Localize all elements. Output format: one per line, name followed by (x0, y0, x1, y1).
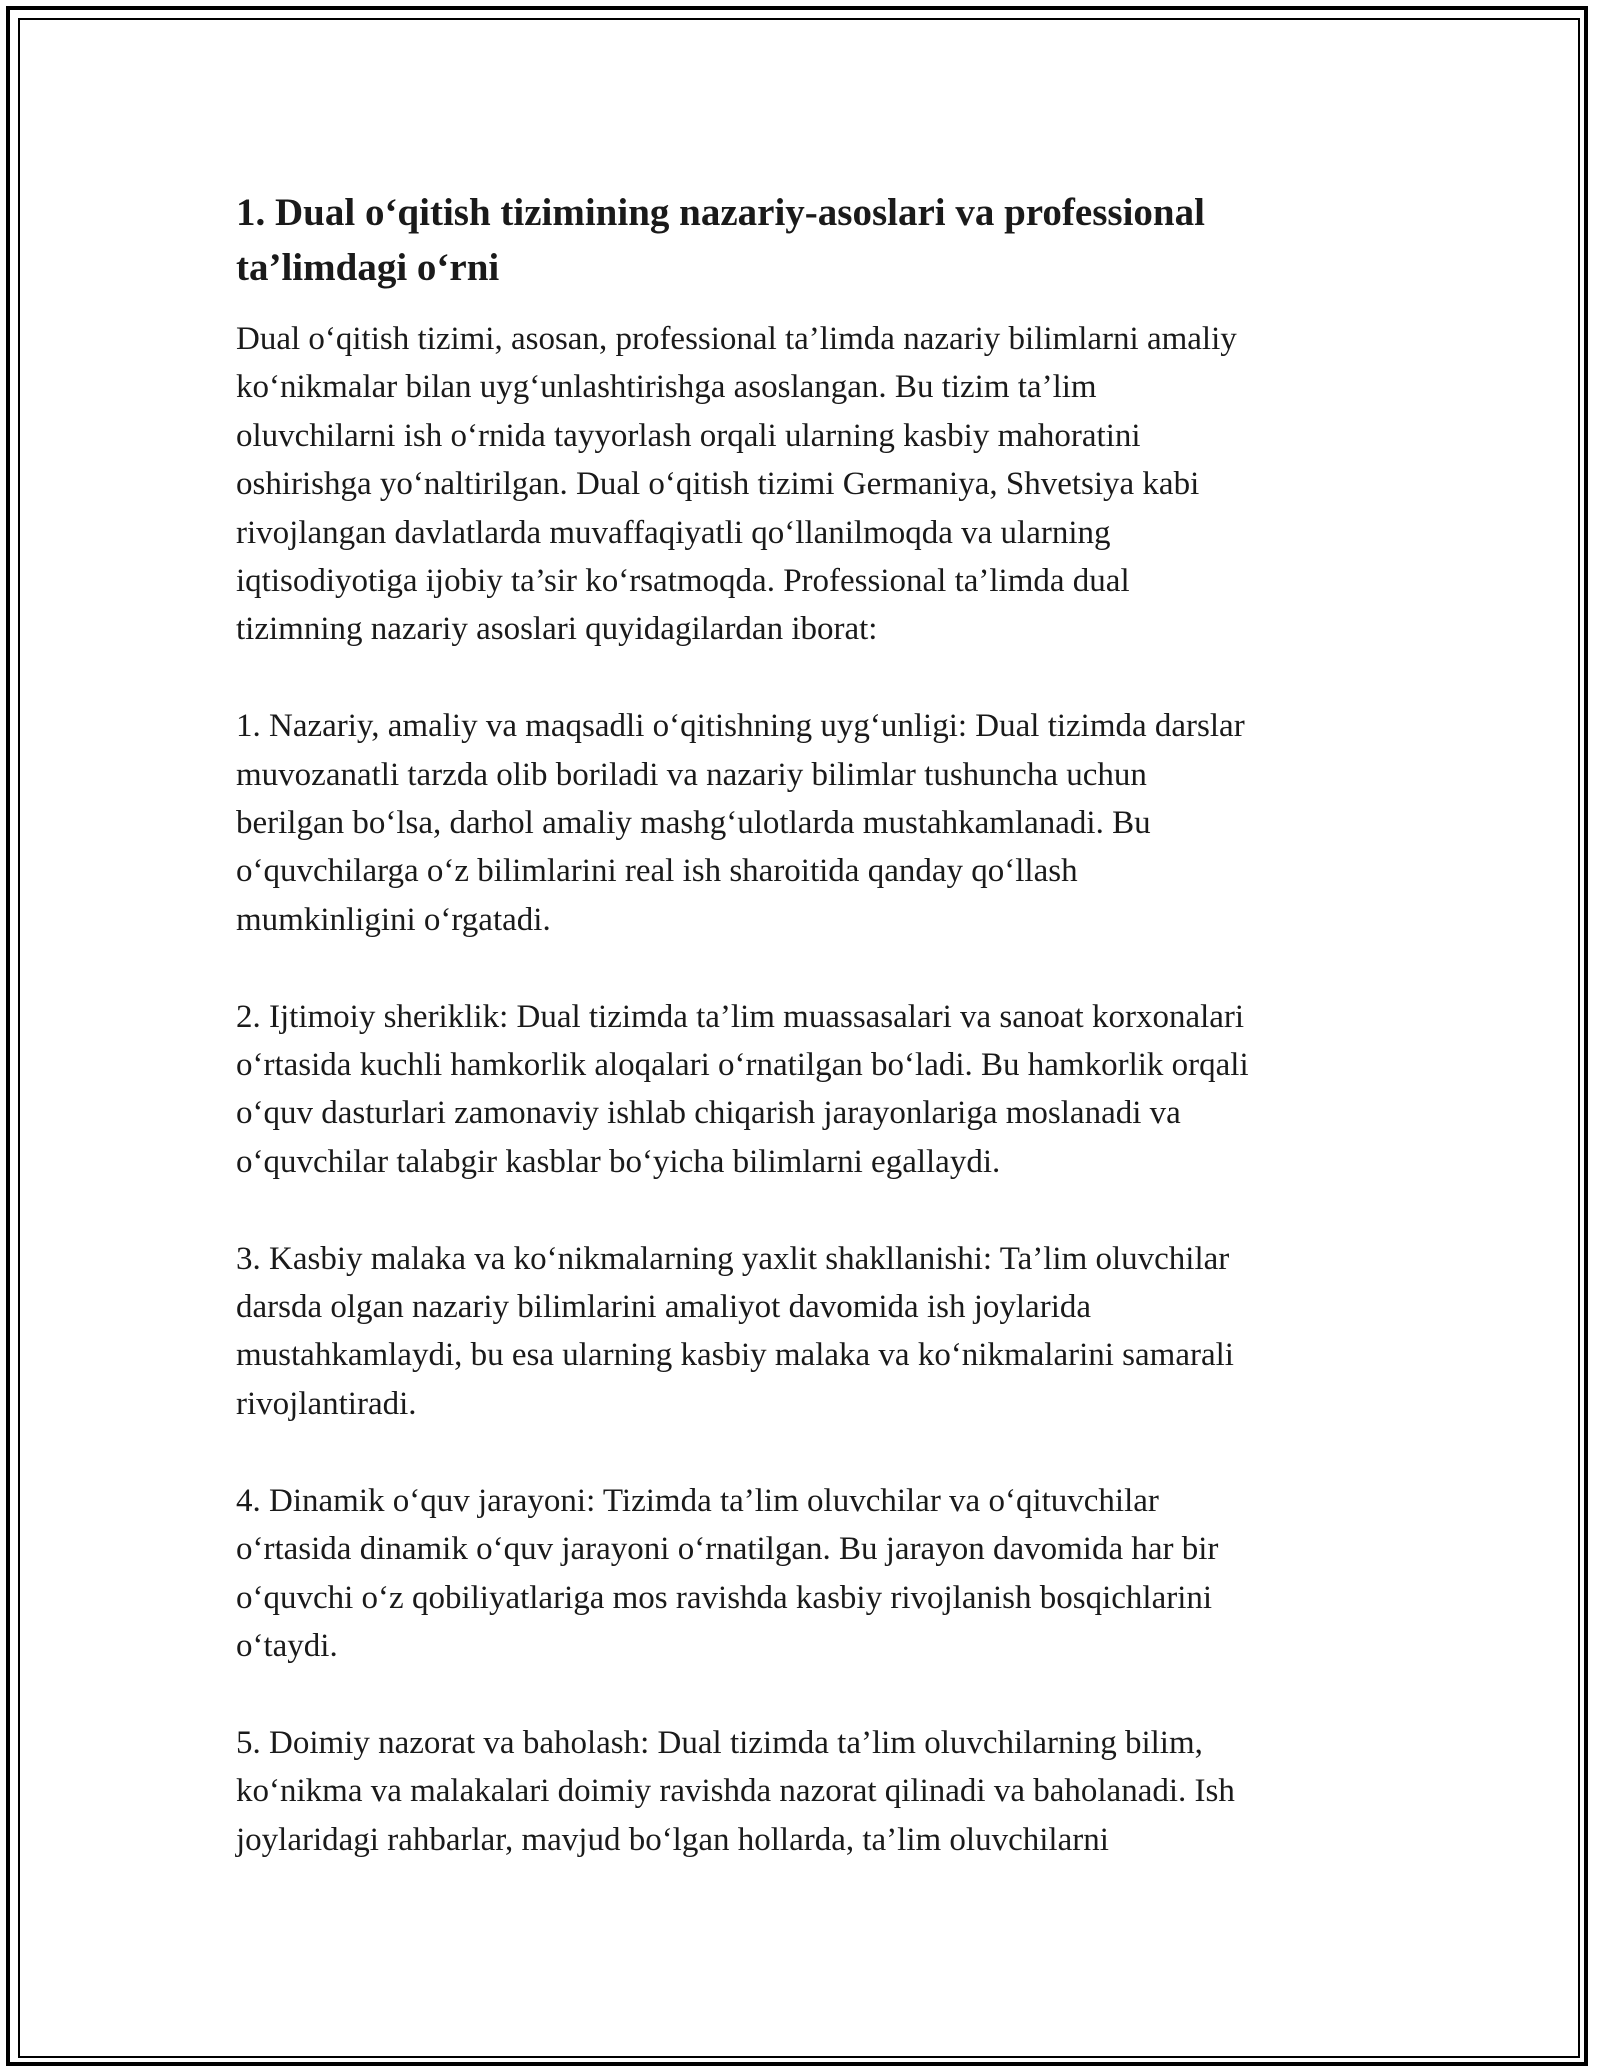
intro-paragraph: Dual o‘qitish tizimi, asosan, professional ta’limda nazariy bilimlarni amaliy ko‘nikmalar bilan uyg‘unlashtirishga asoslangan. Bu tizim ta’lim oluvchilarni ish o‘rnida tayyorlash orqali ularning kasbiy mahoratini oshirishga yo‘naltirilgan. Dual o‘qitish tizimi Germaniya, Shvetsiya kabi rivojlangan davlatlarda muvaffaqiyatli qo‘llanilmoqda va ularning iqtisodiyotiga ijobiy ta’sir ko‘rsatmoqda. Professional ta’limda dual tizimning nazariy asoslari quyidagilardan iborat: (236, 321, 1237, 648)
section-title: 1. Dual o‘qitish tizimining nazariy-asoslari va professional ta’limdagi o‘rni (236, 191, 1205, 289)
list-item-4: 4. Dinamik o‘quv jarayoni: Tizimda ta’lim oluvchilar va o‘qituvchilar o‘rtasida dinamik o‘quv jarayoni o‘rnatilgan. Bu jarayon davomida har bir o‘quvchi o‘z qobiliyatlariga mos ravishda kasbiy rivojlanish bosqichlarini o‘taydi. (236, 1482, 1219, 1664)
list-item-3: 3. Kasbiy malaka va ko‘nikmalarning yaxlit shakllanishi: Ta’lim oluvchilar darsda olgan nazariy bilimlarini amaliyot davomida ish joylarida mustahkamlaydi, bu esa ularning kasbiy malaka va ko‘nikmalarini samarali rivojlantiradi. (236, 1240, 1234, 1422)
document-body (236, 185, 1376, 1912)
list-item-5: 5. Doimiy nazorat va baholash: Dual tizimda ta’lim oluvchilarning bilim, ko‘nikma va malakalari doimiy ravishda nazorat qilinadi va baholanadi. Ish joylaridagi rahbarlar, mavjud bo‘lgan hollarda, ta’lim oluvchilarni (236, 1724, 1235, 1858)
list-item-2: 2. Ijtimoiy sheriklik: Dual tizimda ta’lim muassasalari va sanoat korxonalari o‘rtasida kuchli hamkorlik aloqalari o‘rnatilgan bo‘ladi. Bu hamkorlik orqali o‘quv dasturlari zamonaviy ishlab chiqarish jarayonlariga moslanadi va o‘quvchilar talabgir kasblar bo‘yicha bilimlarni egallaydi. (236, 998, 1249, 1180)
list-item-1: 1. Nazariy, amaliy va maqsadli o‘qitishning uyg‘unligi: Dual tizimda darslar muvozanatli tarzda olib boriladi va nazariy bilimlar tushuncha uchun berilgan bo‘lsa, darhol amaliy mashg‘ulotlarda mustahkamlanadi. Bu o‘quvchilarga o‘z bilimlarini real ish sharoitida qanday qo‘llash mumkinligini o‘rgatadi. (236, 708, 1245, 938)
